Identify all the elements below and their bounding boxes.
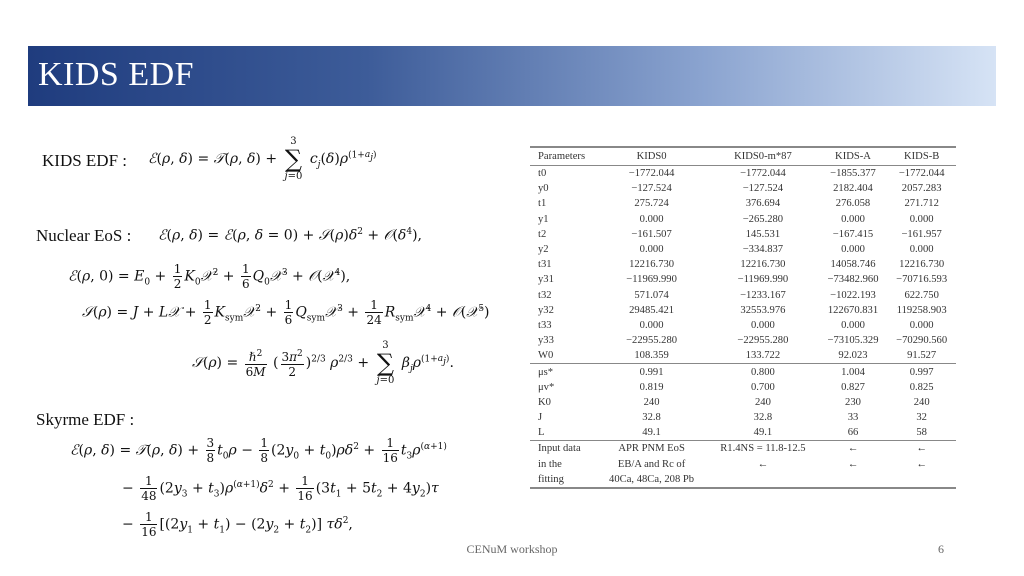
parameter-value: 92.023 <box>838 350 868 362</box>
table-row <box>530 288 956 303</box>
parameter-value: 32.8 <box>753 412 773 424</box>
parameter-value: 49.1 <box>753 427 773 439</box>
parameter-value: 0.000 <box>841 244 865 256</box>
equation-skyrme-line1: ℰ(ρ, δ) = 𝒯(ρ, δ) + $\frac{3}{8}$ $t_0\rho$ − $\frac{1}{8}$ $(2y_0 + t_0)\rho\delta^2$ + $\frac{1}{16}$ $t_3\rho^{(\alpha+1)}$ <box>70 436 447 465</box>
parameter-value: 0.825 <box>909 381 934 393</box>
parameter-value: 376.694 <box>745 198 781 210</box>
page-number: 6 <box>938 542 944 556</box>
parameter-value: 32 <box>916 412 927 424</box>
parameter-value: 0.000 <box>909 244 934 256</box>
parameter-value <box>707 472 819 488</box>
parameter-value: ← <box>847 458 859 470</box>
parameter-value: 2182.404 <box>833 183 873 195</box>
parameter-name: μs* <box>530 364 596 380</box>
parameter-value: −1772.044 <box>898 168 945 180</box>
table-row <box>530 472 956 488</box>
equation-symmetry-energy: 𝒮(ρ) = J + L𝒳 + $\frac{1}{2}$ $K_{sym}𝒳^2$ + $\frac{1}{6}$ $Q_{sym}𝒳^3$ + $\frac{1}{24}$ $R_{sym}𝒳^4$ + 𝒪(𝒳$^5$) <box>82 298 490 327</box>
parameter-value: 571.074 <box>634 289 669 301</box>
parameter-value: 0.991 <box>596 364 707 380</box>
parameter-name: t2 <box>538 228 547 240</box>
parameter-value: −22955.280 <box>737 335 789 347</box>
table-row <box>530 380 956 395</box>
parameter-table <box>530 146 956 489</box>
parameter-value: EB/A and Rc of <box>617 458 686 470</box>
table-row <box>530 227 956 242</box>
parameter-name: y1 <box>538 213 549 225</box>
table-row <box>530 425 956 441</box>
parameter-value: 275.724 <box>634 198 669 210</box>
parameter-name: L <box>538 427 545 439</box>
parameter-value: 33 <box>847 412 859 424</box>
parameter-value: APR PNM EoS <box>596 441 707 457</box>
parameter-name: in the <box>538 458 562 470</box>
parameter-name: t0 <box>538 168 547 180</box>
parameter-value: 0.000 <box>750 319 775 331</box>
parameter-value: 14058.746 <box>830 259 876 271</box>
table-row <box>530 318 956 333</box>
parameter-value: 91.527 <box>907 350 937 362</box>
table-row <box>530 272 956 287</box>
parameter-value: 32553.976 <box>740 304 786 316</box>
parameter-value: 0.000 <box>639 319 664 331</box>
table-row <box>530 364 956 380</box>
label-skyrme-edf: Skyrme EDF : <box>36 410 135 429</box>
parameter-name: y31 <box>538 274 554 286</box>
parameter-value: −334.837 <box>742 244 784 256</box>
equation-symmetric-matter: ℰ(ρ, $0) = E_0$ + $\frac{1}{2}$ $K_0𝒳^2$ + $\frac{1}{6}$ $Q_0𝒳^3$ + 𝒪(𝒳$^4$), <box>68 262 351 291</box>
parameter-value: 622.750 <box>904 289 939 301</box>
parameter-value: −161.957 <box>901 228 942 240</box>
parameter-value: −161.507 <box>631 228 672 240</box>
equation-skyrme-line2: − $\frac{1}{48}$ $(2y_3 + t_3)\rho^{(\alpha+1)}\delta^2$ + $\frac{1}{16}$ $(3t_1 + 5t_2 + 4y_2)\tau$ <box>122 474 439 503</box>
parameter-value: ← <box>916 458 927 470</box>
footer-text: CENuM workshop <box>466 542 558 556</box>
parameter-name: fitting <box>530 472 596 488</box>
parameter-value: −73105.329 <box>827 335 879 347</box>
table-row <box>530 333 956 348</box>
parameter-name: t1 <box>538 198 547 210</box>
table-row <box>530 348 956 364</box>
parameter-value: 276.058 <box>835 198 871 210</box>
parameter-value: 0.997 <box>887 364 956 380</box>
parameter-value: −1772.044 <box>740 168 786 180</box>
label-nuclear-eos: Nuclear EoS : <box>36 226 132 245</box>
parameter-value: 0.819 <box>639 381 664 393</box>
parameter-value: −73482.960 <box>827 274 879 286</box>
parameter-value: −1233.167 <box>740 289 786 301</box>
parameter-value: −1772.044 <box>628 168 675 180</box>
table-row <box>530 457 956 472</box>
parameter-value: −1855.377 <box>830 168 876 180</box>
table-row <box>530 196 956 211</box>
parameter-value: 0.800 <box>707 364 819 380</box>
table-row <box>530 181 956 196</box>
table-header: KIDS-A <box>819 147 888 166</box>
equation-nuclear-eos: ℰ(ρ, δ) = ℰ(ρ, $\delta = 0) + 𝒮(\rho)\delta^2$ + $𝒪(\delta^4)$, <box>158 227 423 244</box>
parameter-value: ← <box>887 441 956 457</box>
parameter-name: y33 <box>538 335 554 347</box>
parameter-value: 66 <box>847 427 859 439</box>
parameter-name: W0 <box>538 350 554 362</box>
parameter-value: 145.531 <box>745 228 781 240</box>
parameter-value: 12216.730 <box>629 259 675 271</box>
parameter-value: 40Ca, 48Ca, 208 Pb <box>596 472 707 488</box>
table-row <box>530 303 956 318</box>
parameter-value: −70716.593 <box>896 274 948 286</box>
parameter-value: −22955.280 <box>626 335 678 347</box>
table-header: KIDS0 <box>596 147 707 166</box>
parameter-name: y2 <box>538 244 549 256</box>
parameter-value: 29485.421 <box>629 304 675 316</box>
parameter-value: −265.280 <box>742 213 784 225</box>
parameter-value: 49.1 <box>642 427 661 439</box>
parameter-value: 240 <box>754 396 771 408</box>
title-bar <box>28 46 996 106</box>
parameter-value: 0.000 <box>841 213 865 225</box>
parameter-name: y0 <box>538 183 549 195</box>
parameter-value <box>819 472 888 488</box>
table-row <box>530 242 956 257</box>
parameter-value: R1.4NS = 11.8-12.5 <box>707 441 819 457</box>
table-row <box>530 441 956 457</box>
parameter-value: 240 <box>913 396 930 408</box>
parameter-value: 0.000 <box>639 244 664 256</box>
parameter-name: t32 <box>538 289 552 301</box>
table-header: Parameters <box>530 147 596 166</box>
parameter-name: y32 <box>538 304 554 316</box>
parameter-value: 2057.283 <box>901 183 942 195</box>
parameter-name: Input data <box>530 441 596 457</box>
parameter-value: ← <box>819 441 888 457</box>
table-row <box>530 166 956 182</box>
parameter-value: 0.827 <box>841 381 865 393</box>
parameter-value: −127.524 <box>742 183 784 195</box>
parameter-value: 58 <box>916 427 927 439</box>
parameter-value: 1.004 <box>819 364 888 380</box>
parameter-value: 0.000 <box>841 319 865 331</box>
parameter-value: 0.000 <box>909 319 934 331</box>
table-header: KIDS-B <box>887 147 956 166</box>
parameter-value: 12216.730 <box>740 259 786 271</box>
table-row <box>530 410 956 425</box>
parameter-value: 119258.903 <box>896 304 947 316</box>
table-header-row <box>530 147 956 166</box>
parameter-value: 122670.831 <box>827 304 879 316</box>
parameter-value: −167.415 <box>832 228 874 240</box>
parameter-name: J <box>538 412 543 424</box>
parameter-value: 108.359 <box>634 350 669 362</box>
parameter-value: 271.712 <box>904 198 939 210</box>
parameter-value: 0.700 <box>750 381 775 393</box>
equation-symmetry-energy-kids: 𝒮(ρ) = $\frac{\hbar^2}{6M}$ ( $\frac{3\pi^2}{2}$ )$^{2/3}$ $\rho^{2/3}$ + 3 ∑ j=0 $\beta_j\rho^{(1+a_j)}$. <box>192 340 454 386</box>
slide-title: KIDS EDF <box>38 56 195 93</box>
parameter-name: t33 <box>538 319 552 331</box>
parameter-value: −70290.560 <box>896 335 948 347</box>
parameter-value <box>887 472 956 488</box>
table-row <box>530 212 956 227</box>
parameter-value: 12216.730 <box>899 259 945 271</box>
parameter-value: ← <box>757 458 769 470</box>
table-row <box>530 395 956 410</box>
parameter-value: 240 <box>643 396 660 408</box>
parameter-name: t31 <box>538 259 552 271</box>
equation-kids-edf: ℰ(ρ, δ) = 𝒯(ρ, δ) + 3 ∑ j=0 $c_j(\delta)\rho^{(1+a_j)}$ <box>148 136 377 182</box>
parameter-value: −11969.990 <box>626 274 677 286</box>
parameter-value: 0.000 <box>909 213 934 225</box>
parameter-value: −1022.193 <box>830 289 876 301</box>
parameter-value: 0.000 <box>639 213 664 225</box>
parameter-name: K0 <box>538 396 551 408</box>
parameter-name: μv* <box>538 381 555 393</box>
parameter-value: −11969.990 <box>737 274 789 286</box>
parameter-value: 230 <box>845 396 861 408</box>
equation-skyrme-line3: − $\frac{1}{16}$ $[(2y_1 + t_1) - (2y_2 + t_2)]$ $\tau\delta^2$, <box>122 510 353 539</box>
label-kids-edf: KIDS EDF : <box>42 151 128 170</box>
table-header: KIDS0-m*87 <box>707 147 819 166</box>
parameter-value: 133.722 <box>745 350 781 362</box>
table-row <box>530 257 956 272</box>
parameter-value: 32.8 <box>642 412 661 424</box>
parameter-value: −127.524 <box>631 183 672 195</box>
